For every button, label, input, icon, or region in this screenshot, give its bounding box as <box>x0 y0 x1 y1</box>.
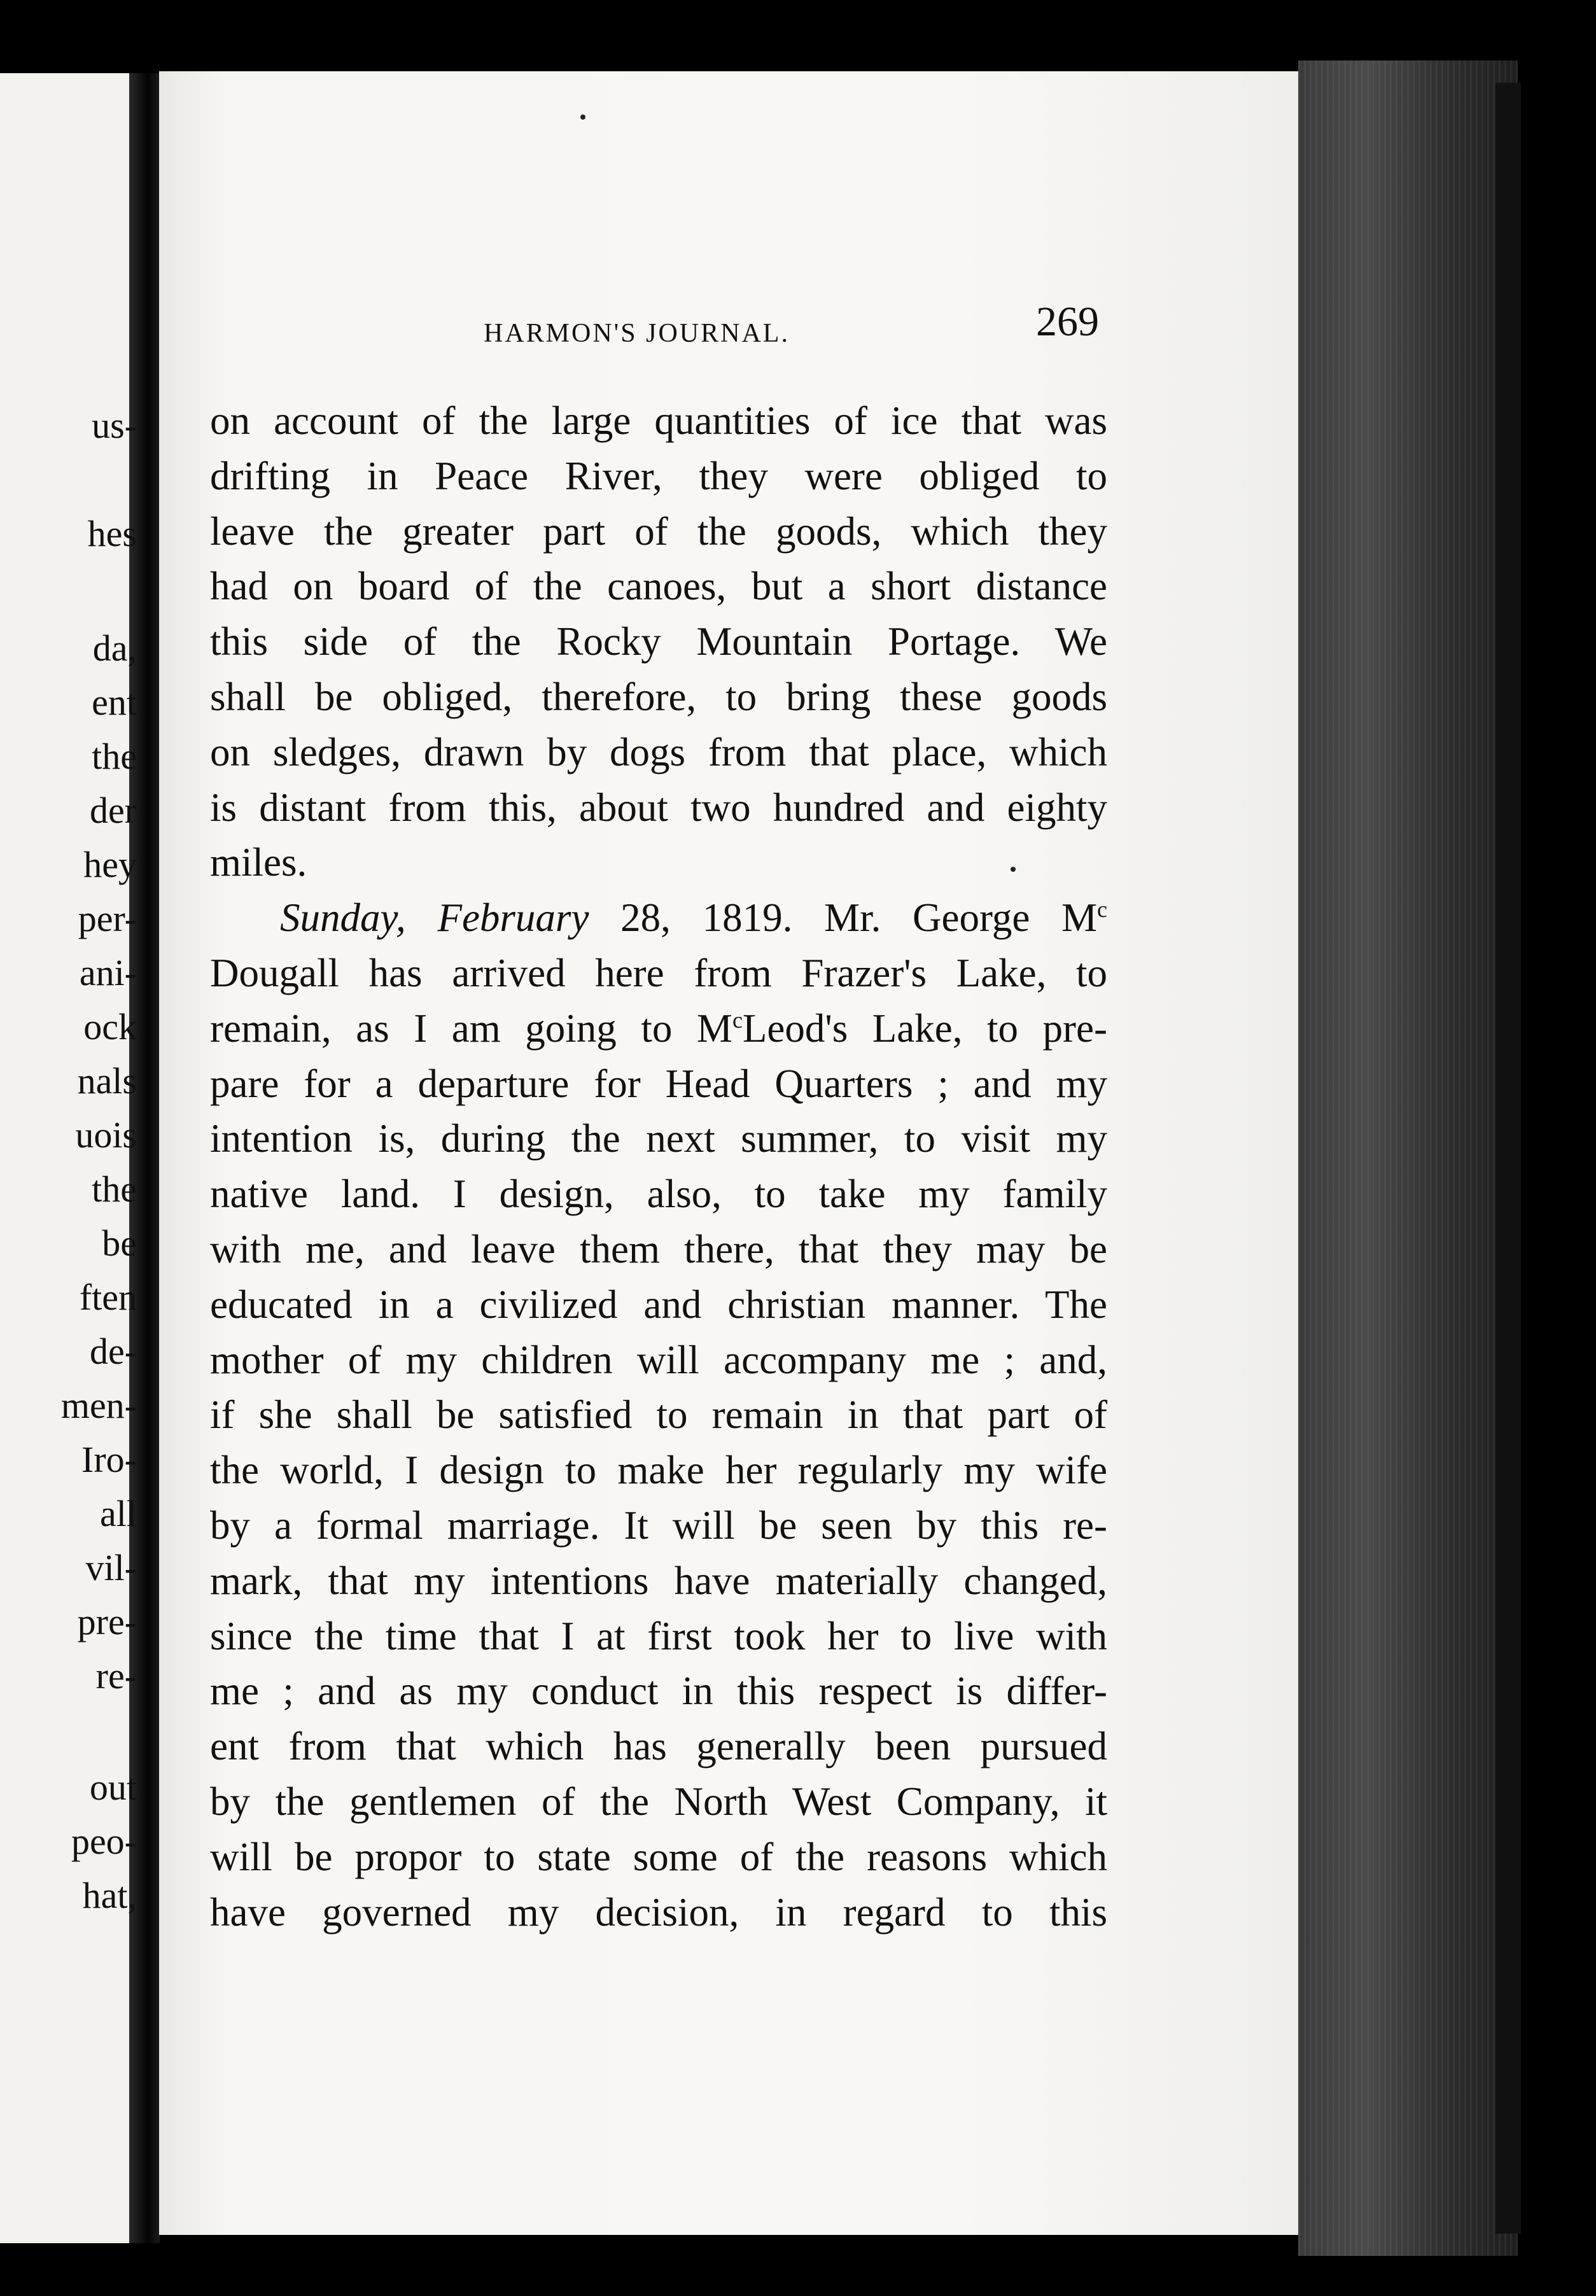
previous-page-fragment: der <box>89 790 137 831</box>
previous-page-fragment: the <box>92 1168 137 1210</box>
previous-page-fragment: da, <box>92 627 137 669</box>
page-edge-shadow <box>1495 83 1521 2234</box>
previous-page-fragment: out <box>89 1767 137 1808</box>
text-line: with me, and leave them there, that they may be <box>210 1226 1107 1271</box>
previous-page-fragment: ent <box>92 682 137 723</box>
text-line: have governed my decision, in regard to this <box>210 1889 1107 1935</box>
text-line: the world, I design to make her regularly my wife <box>210 1448 1107 1493</box>
text-line: Dougall has arrived here from Frazer's Lake, to <box>210 950 1107 995</box>
previous-page-fragment: nals <box>77 1060 137 1102</box>
page-block-edge <box>1298 60 1518 2256</box>
body-text <box>210 393 1107 1940</box>
text-line: by a formal marriage. It will be seen by this re- <box>210 1502 1107 1548</box>
text-line: is distant from this, about two hundred and eighty <box>210 785 1107 830</box>
previous-page-fragment: de- <box>89 1331 137 1372</box>
running-title: HARMON'S JOURNAL. <box>484 319 790 348</box>
text-line: had on board of the canoes, but a short distance <box>210 564 1107 609</box>
text-line: drifting in Peace River, they were obliged to <box>210 453 1107 498</box>
text-line: leave the greater part of the goods, which they <box>210 508 1107 554</box>
previous-page-fragment: us- <box>92 405 137 446</box>
text-line: mark, that my intentions have materially changed, <box>210 1558 1107 1603</box>
text-line: native land. I design, also, to take my family <box>210 1172 1107 1217</box>
text-line: intention is, during the next summer, to visit my <box>210 1116 1107 1161</box>
entry-text: Mr. George M <box>824 895 1098 941</box>
previous-page-fragment: be <box>102 1222 137 1264</box>
previous-page-fragment: hey <box>83 844 137 885</box>
previous-page-fragment: ock <box>83 1006 137 1047</box>
text-fragment: Leod's Lake, to pre- <box>742 1005 1107 1051</box>
text-line: me ; and as my conduct in this respect is differ- <box>210 1669 1107 1714</box>
previous-page-fragment: per- <box>78 898 137 939</box>
previous-page-fragment: hat, <box>82 1875 137 1916</box>
text-line <box>210 1001 1107 1056</box>
entry-day: Sunday, <box>280 895 406 941</box>
text-line: ent from that which has generally been pursued <box>210 1724 1107 1769</box>
superscript: c <box>732 1007 743 1033</box>
entry-month: February <box>437 895 589 941</box>
previous-page-fragment: Iro- <box>81 1439 137 1480</box>
text-fragment: remain, as I am going to M <box>210 1005 732 1051</box>
text-line: miles. <box>210 840 307 885</box>
previous-page-fragment: ften <box>79 1277 137 1318</box>
entry-date: 28, 1819. <box>620 895 793 941</box>
previous-page-fragment: uois <box>75 1114 137 1156</box>
previous-page-fragment: re- <box>95 1655 137 1697</box>
superscript: c <box>1097 897 1108 923</box>
journal-entry-heading-line <box>210 890 1107 946</box>
previous-page-fragment: all <box>100 1493 137 1534</box>
previous-page-fragment: hes <box>87 513 137 554</box>
text-line: on account of the large quantities of ice that was <box>210 398 1107 443</box>
text-line: shall be obliged, therefore, to bring these goods <box>210 674 1107 719</box>
text-line: since the time that I at first took her to live with <box>210 1613 1107 1658</box>
previous-page-fragment: men- <box>60 1385 137 1426</box>
previous-page-fragment: pre- <box>77 1601 137 1642</box>
text-line: this side of the Rocky Mountain Portage. We <box>210 619 1107 664</box>
page-number: 269 <box>1036 298 1099 345</box>
text-line: educated in a civilized and christian manner. The <box>210 1282 1107 1327</box>
previous-page-fragment: peo- <box>71 1821 137 1862</box>
previous-page-fragment: the <box>92 736 137 777</box>
text-line: if she shall be satisfied to remain in that part of <box>210 1392 1107 1438</box>
print-speck <box>580 115 585 120</box>
text-line: will be propor to state some of the reasons which <box>210 1834 1107 1879</box>
text-line: by the gentlemen of the North West Company, it <box>210 1779 1107 1824</box>
text-line: pare for a departure for Head Quarters ; and my <box>210 1061 1107 1106</box>
previous-page-fragment: ani- <box>79 952 137 993</box>
text-line: mother of my children will accompany me ; and, <box>210 1337 1107 1382</box>
previous-page-fragment: vil- <box>85 1547 137 1588</box>
previous-page-text <box>0 0 143 2296</box>
text-line: on sledges, drawn by dogs from that place, which <box>210 729 1107 774</box>
